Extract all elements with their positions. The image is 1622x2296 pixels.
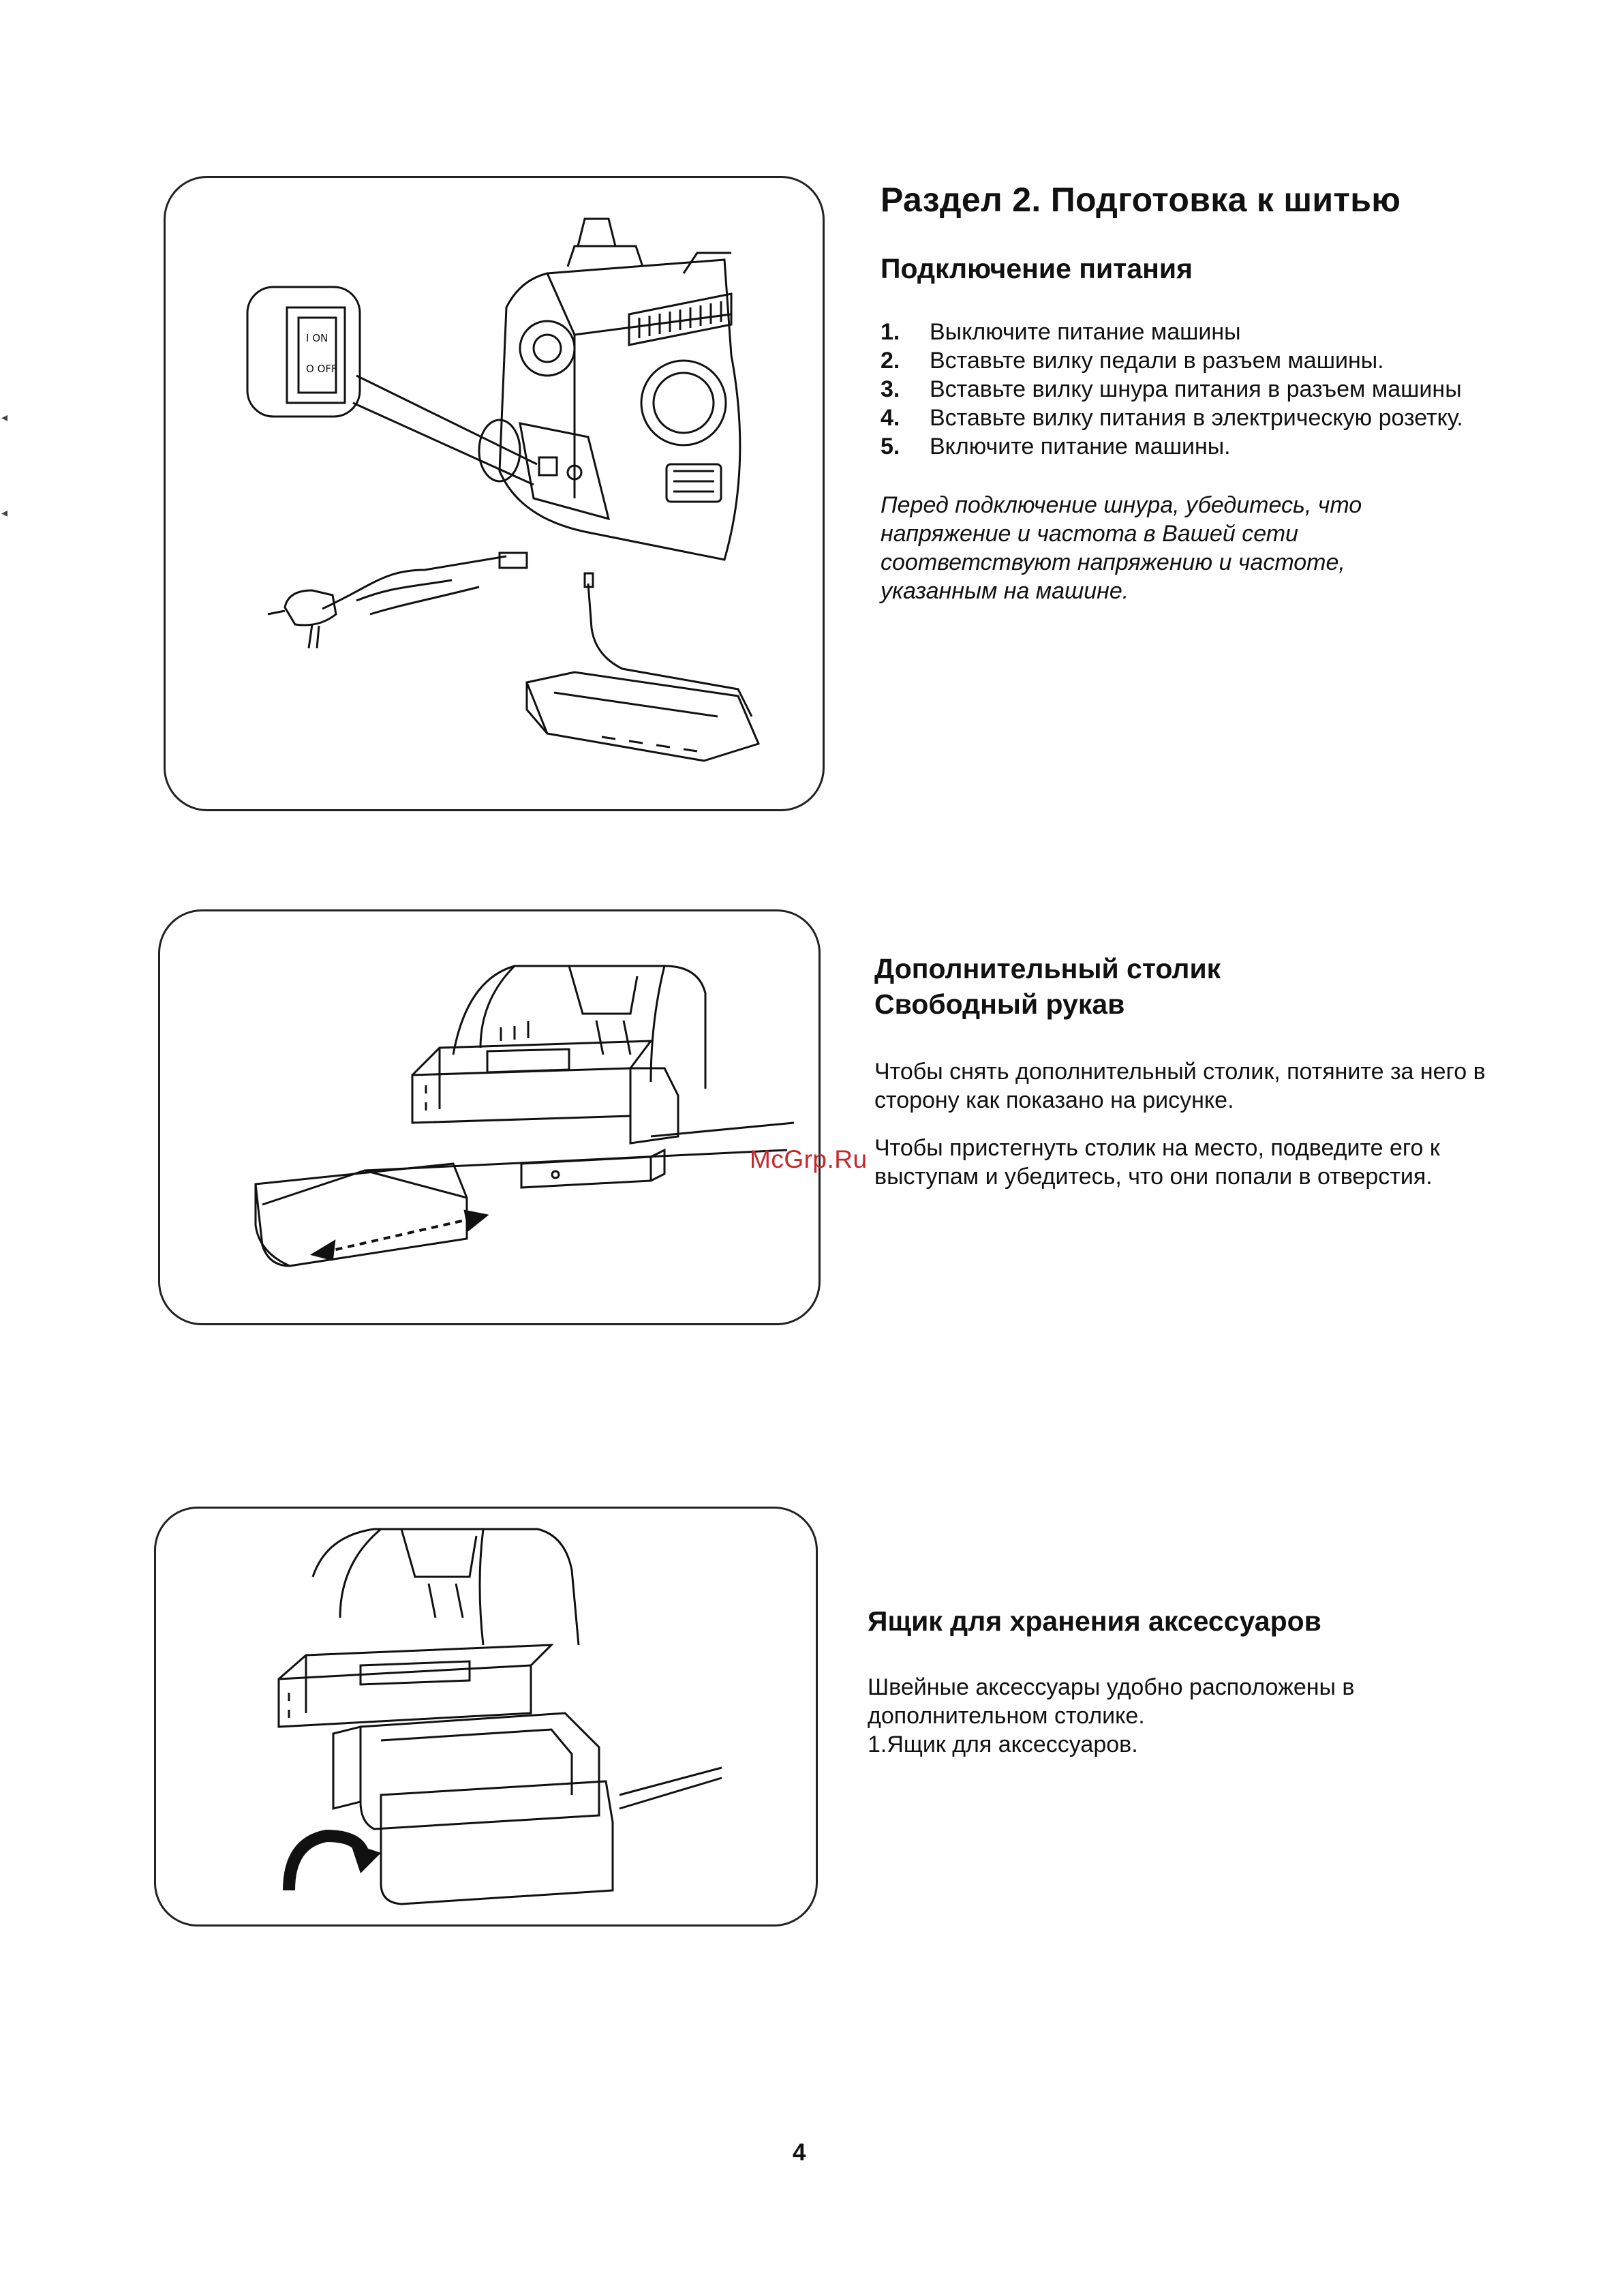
table-title-line1: Дополнительный столик: [874, 953, 1221, 984]
accessory-box-illustration: [156, 1509, 818, 1927]
figure-power-connection: [164, 176, 825, 811]
list-item: 4. Вставьте вилку питания в электрическую розетку.: [881, 405, 1463, 431]
attach-table-instructions: Чтобы пристегнуть столик на место, подведите его к выступам и убедитесь, что они попали в отверстия.: [874, 1135, 1440, 1190]
voltage-warning-note: Перед подключение шнура, убедитесь, что напряжение и частота в Вашей сети соответствуют напряжению и частоте, указанным на машине.: [881, 492, 1362, 604]
figure-accessory-box: [154, 1507, 818, 1927]
section1-text: [881, 180, 1535, 605]
extension-table-illustration: [160, 911, 821, 1325]
list-item: 1. Выключите питание машины: [881, 319, 1241, 345]
scan-mark: ◂: [1, 506, 8, 519]
table-title-line2: Свободный рукав: [874, 988, 1125, 1020]
list-item: 5. Включите питание машины.: [881, 434, 1231, 459]
subsection-title-accessories: Ящик для хранения аксессуаров: [868, 1605, 1321, 1637]
power-connection-illustration: [166, 178, 825, 811]
switch-off-label: O OFF: [306, 363, 337, 375]
switch-on-label: I ON: [306, 332, 328, 344]
subsection-title-table: [874, 951, 1529, 1022]
section-title: Раздел 2. Подготовка к шитью: [881, 181, 1401, 219]
list-item: 2. Вставьте вилку педали в разъем машины.: [881, 348, 1384, 374]
accessories-description: Швейные аксессуары удобно расположены в дополнительном столике.: [868, 1674, 1355, 1729]
scan-mark: ◂: [1, 410, 8, 424]
figure-extension-table: [158, 909, 821, 1325]
power-steps-list: [881, 318, 1480, 461]
subsection-title-power: Подключение питания: [881, 253, 1193, 284]
section3-text: [868, 1603, 1522, 1759]
remove-table-instructions: Чтобы снять дополнительный столик, потяните за него в сторону как показано на рисунке.: [874, 1059, 1486, 1113]
section2-text: [874, 951, 1529, 1191]
rotate-arrow-icon: [289, 1836, 381, 1890]
watermark-text: McGrp.Ru: [750, 1145, 868, 1173]
list-item: 3. Вставьте вилку шнура питания в разъем машины: [881, 376, 1462, 402]
accessories-item: 1.Ящик для аксессуаров.: [868, 1732, 1138, 1757]
double-arrow-icon: [313, 1211, 486, 1259]
page-number: 4: [793, 2139, 806, 2166]
